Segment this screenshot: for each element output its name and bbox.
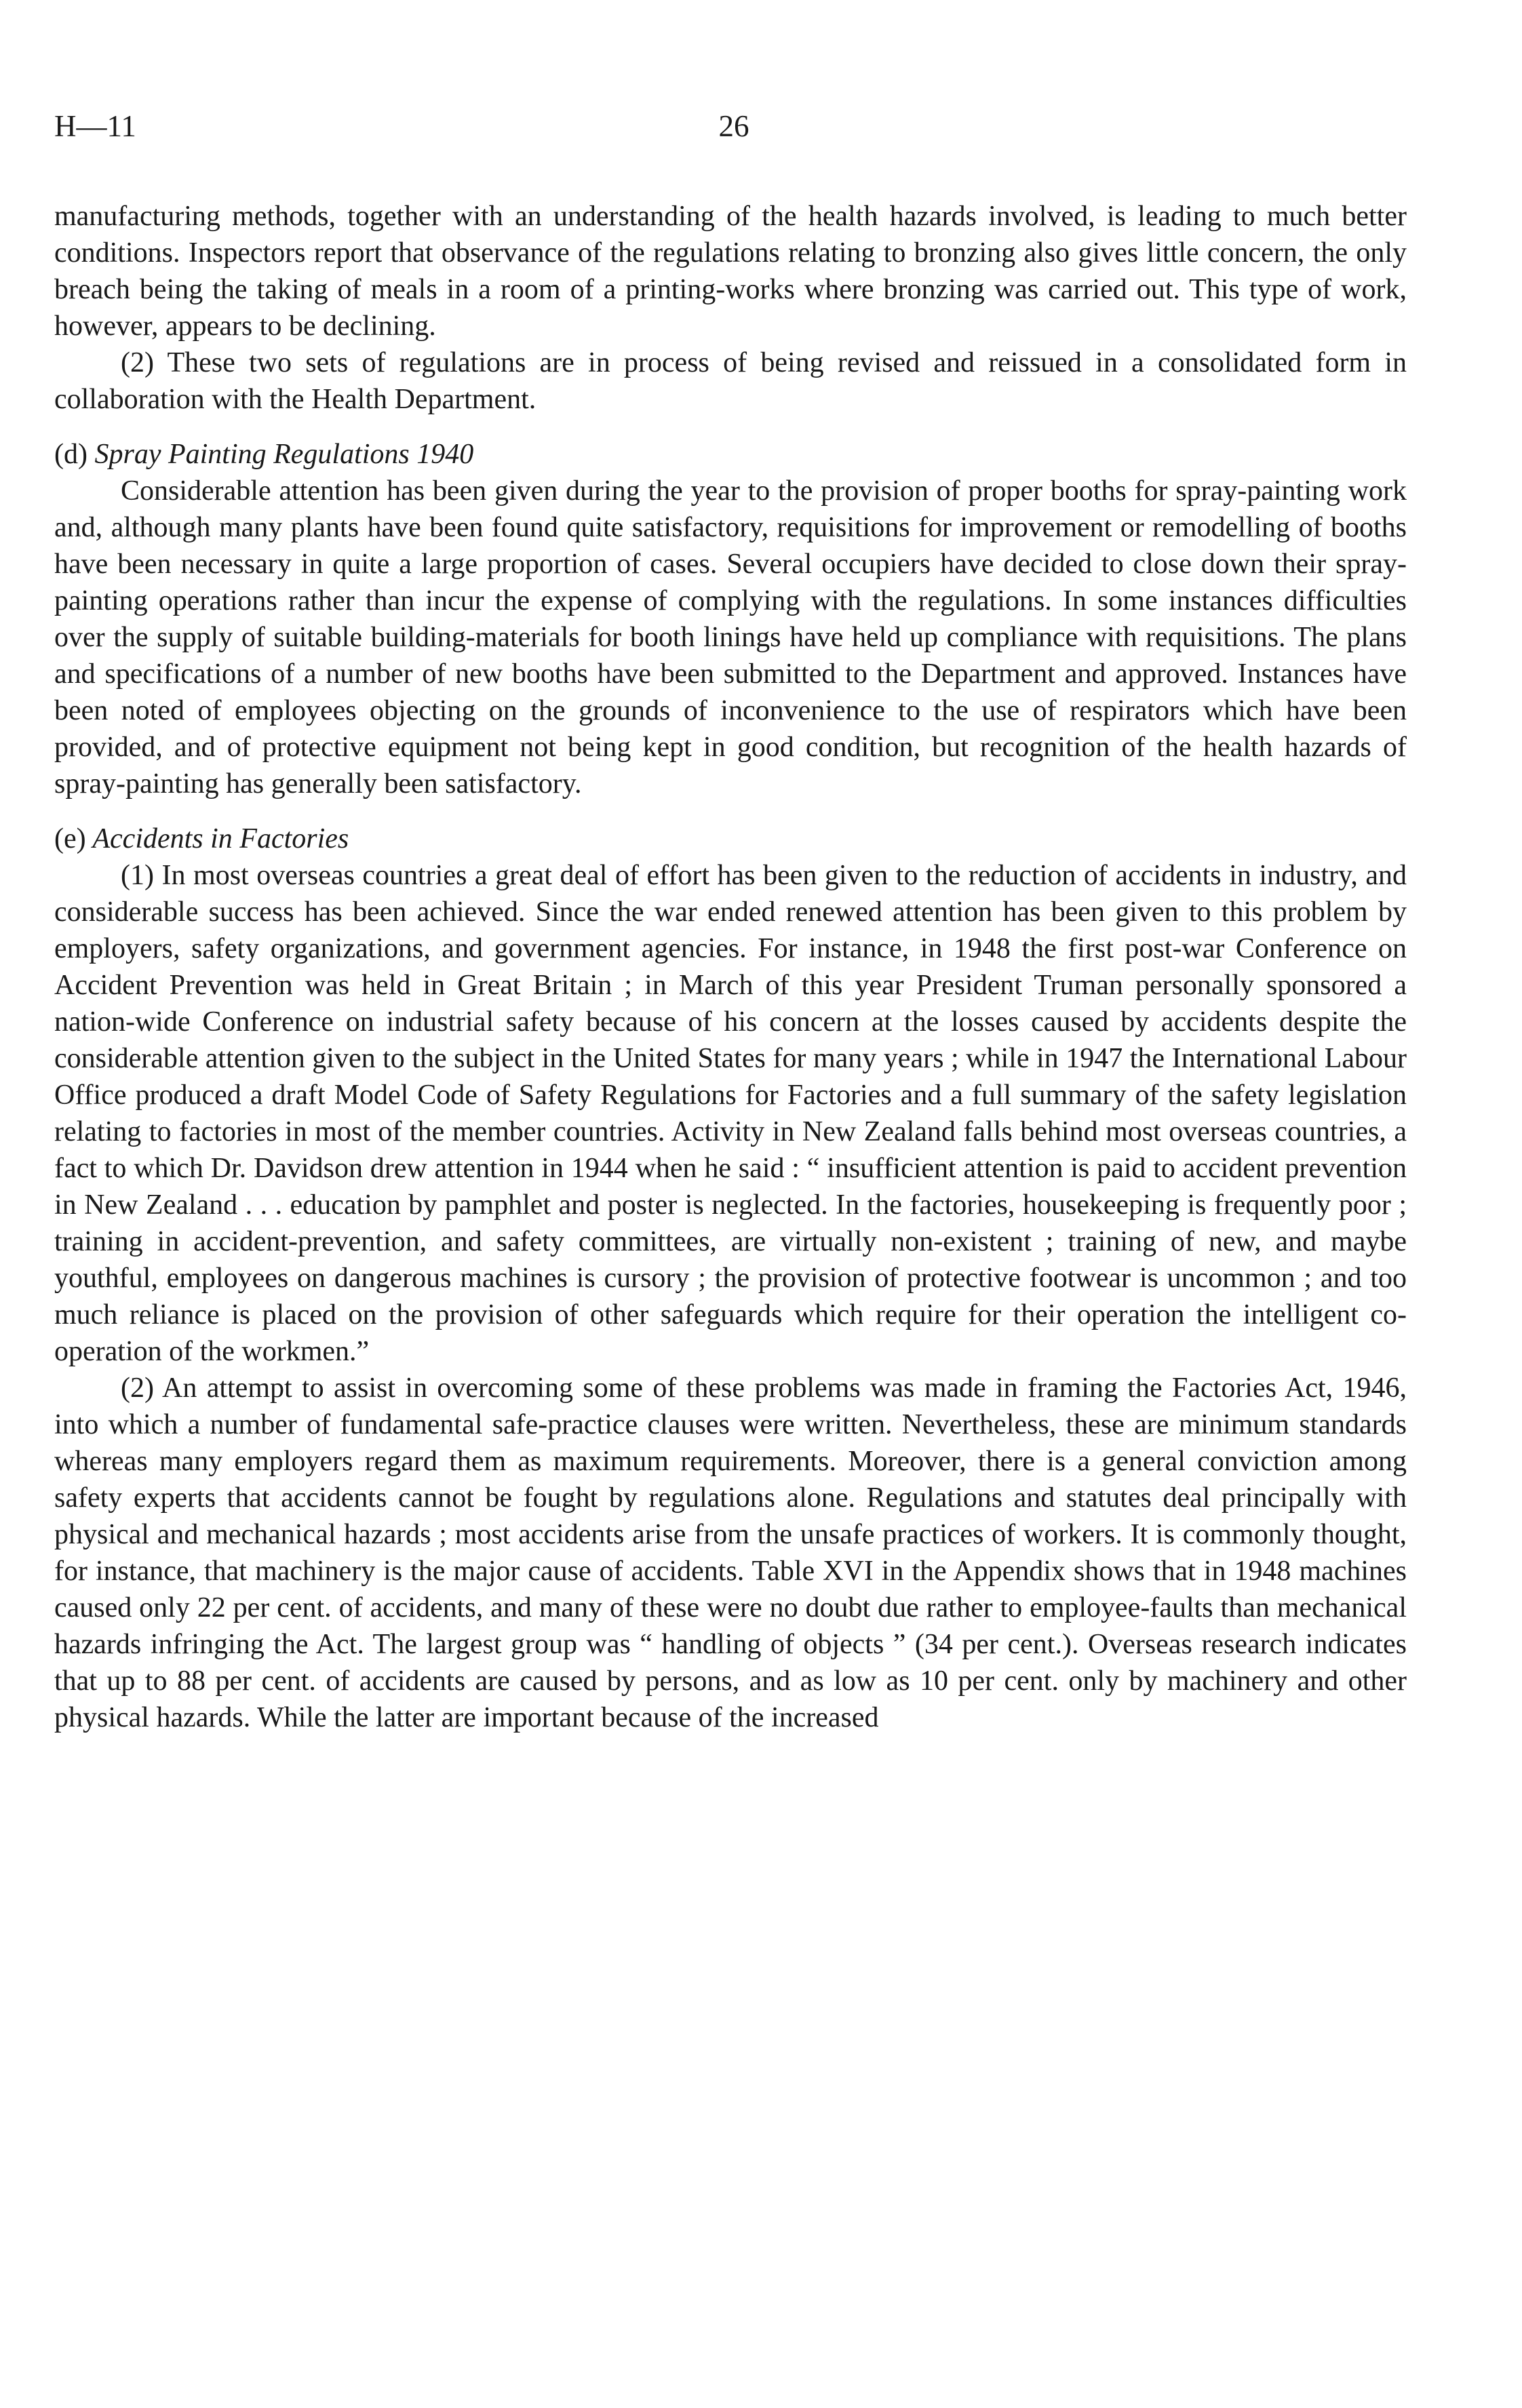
paragraph-spray-painting: Considerable attention has been given during the year to the provision of proper booths for spray-painting work and, although many plants have been found quite satisfactory, requisitions for improvement or remodelling of booths have been necessary in quite a large proportion of cases. Several occupiers have decided to close down their spray-painting operations rather than incur the expense of complying with the regulations. In some instances difficulties over the supply of suitable building-materials for booth linings have held up compliance with requisitions. The plans and specifications of a number of new booths have been submitted to the Department and approved. Instances have been noted of employees objecting on the grounds of inconvenience to the use of respirators which have been provided, and of protective equipment not being kept in good condition, but recognition of the health hazards of spray-painting has generally been satisfactory.	[54, 475, 1407, 800]
section-letter: (d)	[54, 439, 87, 470]
paragraph-accidents-1: (1) In most overseas countries a great deal of effort has been given to the reduction of accidents in industry, and considerable success has been achieved. Since the war ended renewed attention has been given to this problem by employers, safety organizations, and government agencies. For instance, in 1948 the first post-war Conference on Accident Prevention was held in Great Britain ; in March of this year President Truman personally sponsored a nation-wide Conference on industrial safety because of his concern at the losses caused by accidents despite the considerable attention given to the subject in the United States for many years ; while in 1947 the International Labour Office produced a draft Model Code of Safety Regulations for Factories and a full summary of the safety legislation relating to factories in most of the member countries. Activity in New Zealand falls behind most overseas countries, a fact to which Dr. Davidson drew attention in 1944 when he said : “ insufficient attention is paid to accident prevention in New Zealand . . . education by pamphlet and poster is neglected. In the factories, housekeeping is frequently poor ; training in accident-prevention, and safety committees, are virtually non-existent ; training of new, and maybe youthful, employees on dangerous machines is cursory ; the provision of protective footwear is uncommon ; and too much reliance is placed on the provision of other safeguards which require for their operation the intelligent co-operation of the workmen.”	[54, 860, 1407, 1367]
page-header	[54, 108, 1413, 149]
section-heading-spray-painting	[54, 436, 1407, 473]
document-reference: H—11	[54, 109, 136, 143]
page-number: 26	[718, 109, 749, 143]
page-body	[54, 198, 1407, 1736]
paragraph-accidents-2: (2) An attempt to assist in overcoming some of these problems was made in framing the Factories Act, 1946, into which a number of fundamental safe-practice clauses were written. Nevertheless, these are minimum standards whereas many employers regard them as maximum requirements. Moreover, there is a general conviction among safety experts that accidents cannot be fought by regulations alone. Regulations and statutes deal principally with physical and mechanical hazards ; most accidents arise from the unsafe practices of workers. It is commonly thought, for instance, that machinery is the major cause of accidents. Table XVI in the Appendix shows that in 1948 machines caused only 22 per cent. of accidents, and many of these were no doubt due rather to employee-faults than mechanical hazards infringing the Act. The largest group was “ handling of objects ” (34 per cent.). Overseas research indicates that up to 88 per cent. of accidents are caused by persons, and as low as 10 per cent. only by machinery and other physical hazards. While the latter are important because of the increased	[54, 1373, 1407, 1733]
section-letter: (e)	[54, 823, 86, 854]
paragraph-regulations-revision: (2) These two sets of regulations are in process of being revised and reissued in a consolidated form in collaboration with the Health Department.	[54, 347, 1407, 415]
paragraph-continued: manufacturing methods, together with an understanding of the health hazards involved, is leading to much better conditions. Inspectors report that observance of the regulations relating to bronzing also gives little concern, the only breach being the taking of meals in a room of a printing-works where bronzing was carried out. This type of work, however, appears to be declining.	[54, 201, 1407, 342]
section-title: Accidents in Factories	[92, 823, 349, 854]
section-heading-accidents	[54, 821, 1407, 857]
section-title: Spray Painting Regulations 1940	[94, 439, 474, 470]
